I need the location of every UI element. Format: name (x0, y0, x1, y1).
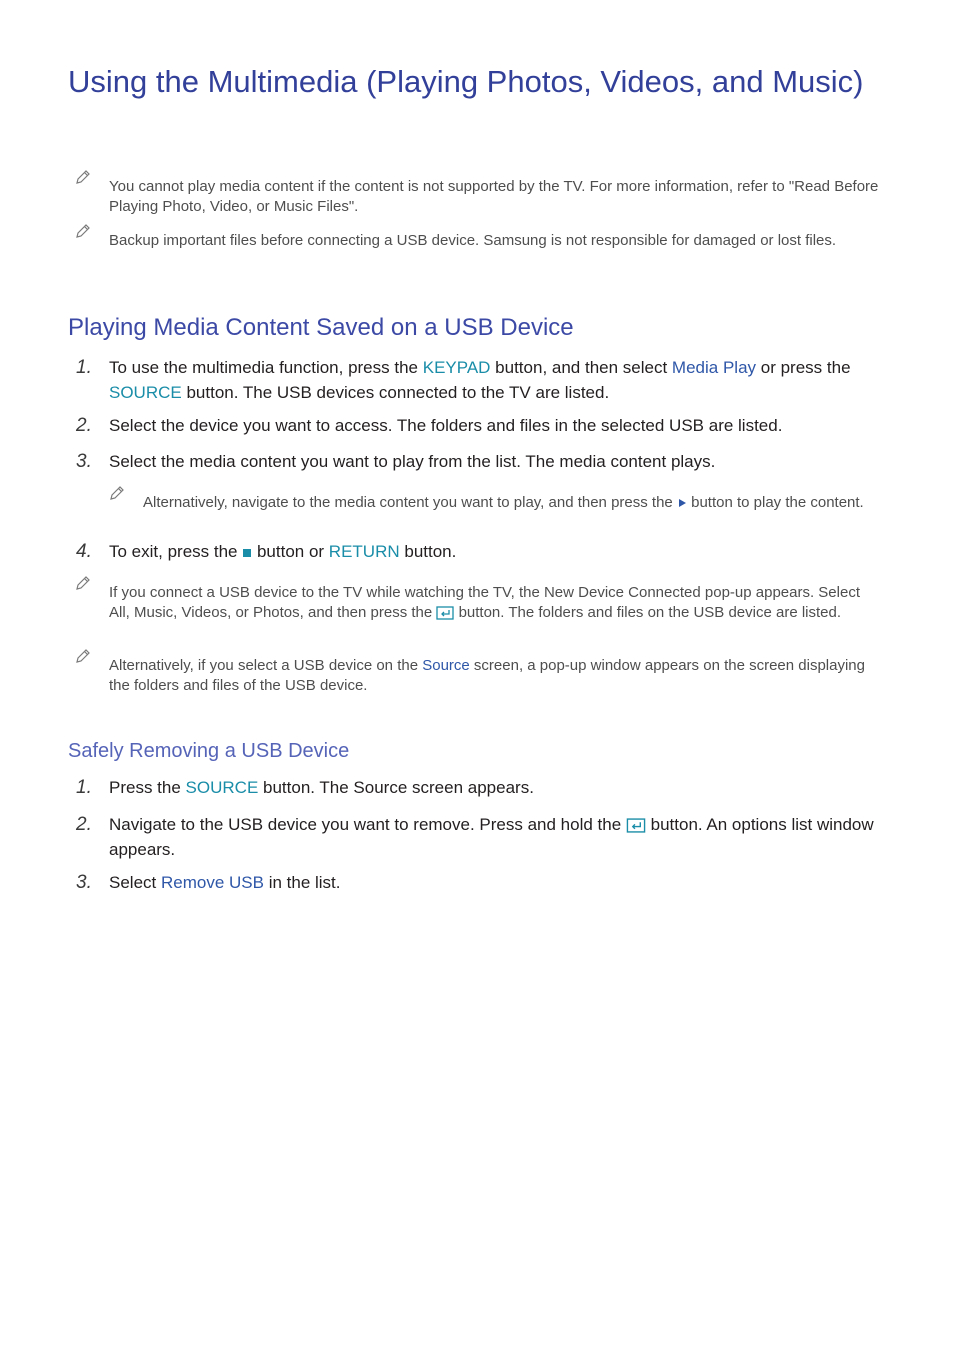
source-keyword: Source (422, 657, 470, 674)
source-keyword: SOURCE (185, 778, 259, 797)
text-run: Alternatively, if you select a USB device on the (109, 657, 423, 674)
pencil-note-icon (74, 574, 92, 592)
text-run: button. The USB devices connected to the TV are listed. (181, 383, 610, 402)
note-text: Backup important files before connecting a USB device. Samsung is not responsible for damaged or lost files. (109, 232, 837, 249)
step-number: 2. (76, 814, 92, 835)
step-text (109, 539, 883, 564)
text-run: button. The Source screen appears. (258, 778, 534, 797)
note-text (143, 493, 882, 513)
text-run: button. (399, 542, 457, 561)
step-text: Select the device you want to access. The folders and files in the selected USB are listed. (109, 416, 783, 435)
step-text (109, 775, 883, 800)
text-run: If you connect a USB device to the TV while watching the TV, the New Device Connected pop-up appears. Select All, Music, Videos, or Photos, and then press the (109, 584, 860, 621)
text-run: Navigate to the USB device you want to remove. Press and hold the (109, 815, 626, 834)
text-run: button, and then select (490, 358, 672, 377)
step-number: 2. (76, 415, 92, 436)
text-run: Alternatively, navigate to the media content you want to play, and then press the (143, 494, 677, 511)
text-run: To exit, press the (109, 542, 243, 561)
step-text (109, 870, 883, 895)
text-run: screen, a pop-up window appears on the screen displaying the folders and files of the USB device. (109, 657, 865, 694)
stop-icon (242, 548, 252, 558)
return-keyword: RETURN (328, 542, 400, 561)
page-title: Using the Multimedia (Playing Photos, Videos, and Music) (68, 64, 864, 99)
step-text (109, 355, 883, 405)
text-run: Press the (109, 778, 186, 797)
pencil-note-icon (108, 484, 126, 502)
source-keyword: SOURCE (109, 383, 182, 402)
section-heading-safely-removing: Safely Removing a USB Device (68, 740, 350, 762)
step-text: Select the media content you want to play from the list. The media content plays. (109, 452, 716, 471)
step-number: 3. (76, 451, 92, 472)
pencil-note-icon (74, 222, 92, 240)
step-text (109, 812, 883, 862)
section-heading-playing-media: Playing Media Content Saved on a USB Device (68, 314, 574, 341)
step-number: 1. (76, 357, 92, 378)
note-text (109, 583, 883, 623)
text-run: in the list. (263, 873, 341, 892)
enter-icon (626, 818, 646, 833)
enter-icon (436, 606, 454, 620)
text-run: Select (109, 873, 161, 892)
media-play-keyword: Media Play (671, 358, 757, 377)
step-number: 4. (76, 541, 92, 562)
note-text (109, 656, 883, 696)
note-text: You cannot play media content if the content is not supported by the TV. For more information, refer to "Read Before Playing Photo, Video, or Music Files". (109, 178, 879, 215)
text-run: button. The folders and files on the USB device are listed. (454, 604, 842, 621)
text-run: button or (252, 542, 329, 561)
text-run: button to play the content. (686, 494, 864, 511)
step-number: 1. (76, 777, 92, 798)
text-run: button. An options list window appears. (109, 815, 874, 859)
play-icon (677, 498, 687, 508)
remove-usb-keyword: Remove USB (160, 873, 264, 892)
keypad-keyword: KEYPAD (422, 358, 491, 377)
pencil-note-icon (74, 647, 92, 665)
text-run: To use the multimedia function, press the (109, 358, 423, 377)
step-number: 3. (76, 872, 92, 893)
text-run: or press the (756, 358, 851, 377)
pencil-note-icon (74, 168, 92, 186)
